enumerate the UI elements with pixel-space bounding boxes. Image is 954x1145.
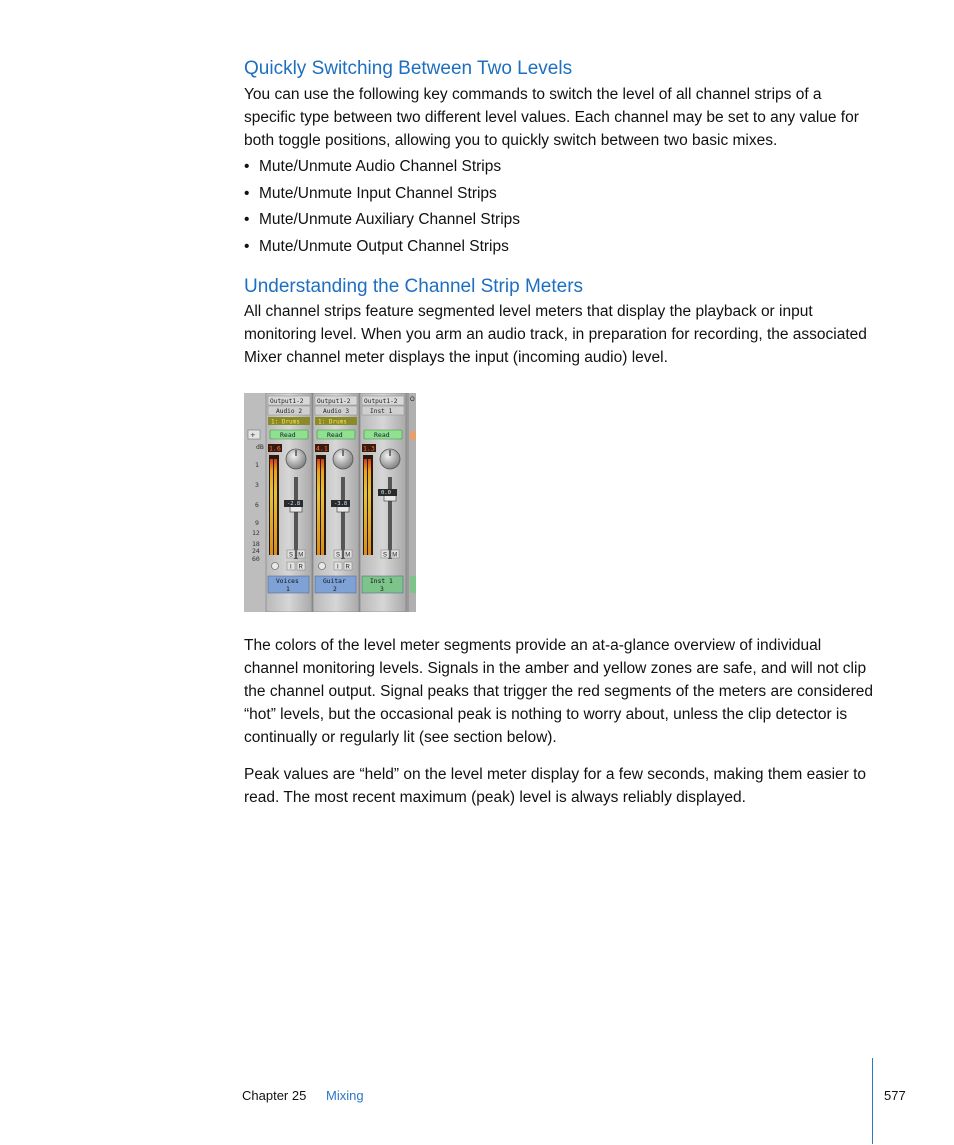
list-item: • Mute/Unmute Input Channel Strips [244,184,497,202]
list-item: • Mute/Unmute Output Channel Strips [244,237,509,255]
page-number: 577 [884,1088,906,1103]
track-number-label: 3 [380,586,384,593]
level-meter-right [368,459,371,555]
input-slot-label: Audio 3 [323,408,350,415]
track-number-label: 1 [286,586,290,593]
partial-strip-label: O [410,397,415,403]
scale-label: 3 [255,481,259,489]
paragraph-meter-colors: The colors of the level meter segments provide an at-a-glance overview of individual channel monitoring levels. Signals in the amber and yellow zones are safe, and will not clip the channel output. Signal peaks that trigger the red segments of the meters are considered “hot” levels, but the occasional peak is nothing to worry about, unless the clip detector is continually or regularly lit (see section below). [244,637,873,746]
input-monitor-label: I [337,564,339,571]
paragraph-peak-values: Peak values are “held” on the level meter display for a few seconds, making them easier to read. The most recent maximum (peak) level is always reliably displayed. [244,766,867,806]
track-name-label: Guitar [323,578,346,585]
section-heading-switching-levels: Quickly Switching Between Two Levels [244,58,573,79]
peak-value: 4.1 [316,444,328,453]
record-enable-label: R [345,564,350,571]
group-slot-label: 1: Drums [271,418,300,426]
group-slot-label: 1: Drums [318,418,347,426]
fader-value: -2.8 [287,501,301,507]
solo-button-label: S [383,552,388,559]
level-meter-left [364,459,367,555]
input-slot-label: Inst 1 [370,408,393,415]
output-slot-label: Output1-2 [364,398,398,405]
level-meter-left [270,459,273,555]
output-slot-label: Output1-2 [317,398,351,405]
plus-icon: + [250,430,256,440]
paragraph-switching-intro: You can use the following key commands to switch the level of all channel strips of a specific type between two different level values. Each channel may be set to any value for both toggle positions, allowing you to quickly switch between two basic mixes. [244,86,859,149]
fader-track [294,477,298,559]
footer-section-link[interactable]: Mixing [326,1088,364,1103]
track-name-label: Inst 1 [370,578,393,585]
track-number-label: 2 [333,586,337,593]
input-slot-label: Audio 2 [276,408,303,415]
channel-strip [360,393,406,612]
level-meter-right [321,459,324,555]
fader-track [341,477,345,559]
scale-label: 18 [252,540,260,548]
db-unit-label: dB [256,443,264,451]
fader-value: 0.0 [381,490,391,496]
list-item: • Mute/Unmute Auxiliary Channel Strips [244,211,521,228]
key-command-list [244,156,520,262]
automation-mode-label: Read [280,431,296,439]
level-meter-left [317,459,320,555]
peak-value: 1.6 [269,444,281,453]
automation-mode-label: Read [374,431,390,439]
link-icon[interactable] [272,563,279,570]
paragraph-meters-intro: All channel strips feature segmented level meters that display the playback or input monitoring level. When you arm an audio track, in preparation for recording, the associated Mixer channel meter displays the input (incoming audio) level. [244,303,867,366]
scale-label: 24 [252,547,260,555]
section-heading-channel-meters: Understanding the Channel Strip Meters [244,276,584,297]
mute-button-label: M [298,552,304,559]
track-name-label: Voices [276,578,299,585]
mixer-channel-strips-figure [244,393,416,612]
input-monitor-label: I [290,564,292,571]
scale-label: 6 [255,501,259,509]
channel-strip [313,393,359,612]
channel-strip [266,393,312,612]
automation-mode-label: Read [327,431,343,439]
level-meter-right [274,459,277,555]
record-enable-label: R [298,564,303,571]
scale-label: 9 [255,519,259,527]
list-item: • Mute/Unmute Audio Channel Strips [244,158,502,175]
solo-button-label: S [336,552,341,559]
fader-value: -3.8 [334,501,348,507]
output-slot-label: Output1-2 [270,398,304,405]
footer-chapter: Chapter 25 [242,1088,307,1103]
scale-label: 60 [252,555,260,563]
scale-label: 12 [252,529,260,537]
peak-value: 1.3 [363,444,375,453]
solo-button-label: S [289,552,294,559]
link-icon[interactable] [319,563,326,570]
footer-divider [872,1058,873,1144]
scale-label: 1 [255,461,259,469]
mute-button-label: M [345,552,351,559]
mute-button-label: M [392,552,398,559]
